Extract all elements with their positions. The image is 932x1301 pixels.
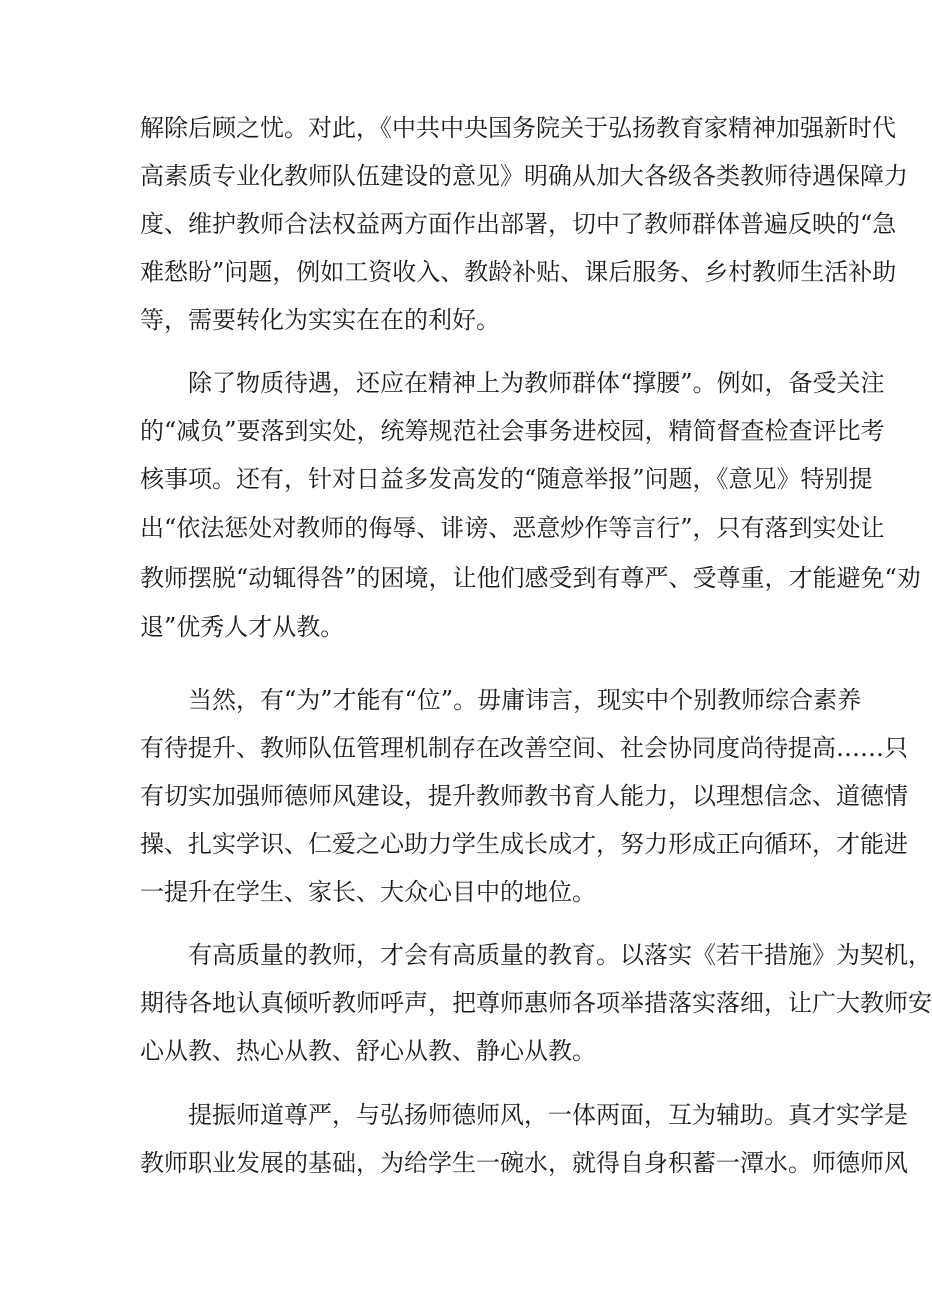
text-line: 心从教、热心从教、舒心从教、静心从教。	[140, 1037, 596, 1065]
text-line: 核事项。还有，针对日益多发高发的“随意举报”问题，《意见》特别提	[140, 465, 873, 493]
text-line: 除了物质待遇，还应在精神上为教师群体“撑腰”。例如，备受关注	[188, 369, 885, 397]
text-line: 有切实加强师德师风建设，提升教师教书育人能力，以理想信念、道德情	[140, 782, 908, 810]
text-line: 教师摆脱“动辄得咎”的困境，让他们感受到有尊严、受尊重，才能避免“劝	[140, 564, 921, 592]
text-line: 当然，有“为”才能有“位”。毋庸讳言，现实中个别教师综合素养	[188, 686, 862, 714]
text-line: 难愁盼”问题，例如工资收入、教龄补贴、课后服务、乡村教师生活补助	[140, 258, 897, 286]
paragraph-1	[140, 104, 908, 344]
text-line: 提振师道尊严，与弘扬师德师风，一体两面，互为辅助。真才实学是	[188, 1101, 908, 1129]
paragraph-4	[140, 931, 932, 1075]
paragraph-2	[140, 359, 921, 651]
text-line: 的“减负”要落到实处，统筹规范社会事务进校园，精简督查检查评比考	[140, 417, 885, 445]
text-line: 度、维护教师合法权益两方面作出部署，切中了教师群体普遍反映的“急	[140, 210, 897, 238]
text-line: 操、扎实学识、仁爱之心助力学生成长成才，努力形成正向循环，才能进	[140, 830, 908, 858]
text-line: 期待各地认真倾听教师呼声，把尊师惠师各项举措落实落细，让广大教师安	[140, 989, 932, 1017]
text-line: 解除后顾之忧。对此，《中共中央国务院关于弘扬教育家精神加强新时代	[140, 114, 896, 142]
paragraph-3	[140, 676, 908, 916]
text-line: 有高质量的教师，才会有高质量的教育。以落实《若干措施》为契机，	[188, 941, 932, 969]
text-line: 教师职业发展的基础，为给学生一碗水，就得自身积蓄一潭水。师德师风	[140, 1149, 908, 1177]
text-line: 有待提升、教师队伍管理机制存在改善空间、社会协同度尚待提高……只	[140, 734, 908, 762]
text-line: 一提升在学生、家长、大众心目中的地位。	[140, 878, 596, 906]
text-line: 退”优秀人才从教。	[140, 613, 345, 641]
paragraph-5	[140, 1091, 908, 1187]
text-line: 等，需要转化为实实在在的利好。	[140, 306, 500, 334]
text-line: 出“依法惩处对教师的侮辱、诽谤、恶意炒作等言行”，只有落到实处让	[140, 514, 885, 542]
text-line: 高素质专业化教师队伍建设的意见》明确从加大各级各类教师待遇保障力	[140, 162, 908, 190]
